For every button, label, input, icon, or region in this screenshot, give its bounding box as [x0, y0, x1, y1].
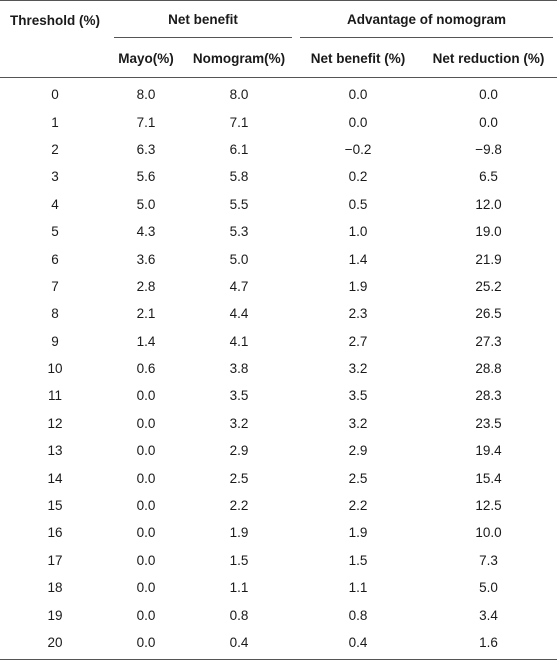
cell-nomogram: 0.4	[182, 629, 296, 660]
table-row	[0, 300, 557, 327]
cell-threshold: 15	[47, 498, 63, 514]
cell-net-reduction: 7.3	[479, 552, 498, 568]
cell-net-reduction: −9.8	[475, 141, 502, 157]
cell-nomogram: 5.5	[229, 196, 249, 212]
cell-mayo: 0.0	[136, 415, 156, 431]
cell-nomogram: 3.2	[229, 415, 249, 431]
cell-nomogram: 1.9	[229, 525, 249, 541]
cell-nomogram: 4.1	[229, 333, 249, 349]
header-advantage-group	[296, 1, 557, 40]
cell-nomogram: 7.1	[229, 114, 249, 130]
cell-net-reduction: 12.0	[475, 196, 502, 212]
cell-threshold: 10	[47, 361, 63, 377]
cell-threshold: 9	[51, 333, 59, 349]
table-row	[0, 273, 557, 300]
cell-mayo: 5.6	[136, 169, 156, 185]
cell-adv-net-benefit: 3.5	[348, 388, 368, 404]
cell-mayo: 4.3	[136, 224, 156, 240]
cell-nomogram: 1.5	[229, 552, 249, 568]
cell-threshold: 6	[51, 251, 59, 267]
cell-nomogram: 4.4	[229, 306, 249, 322]
cell-threshold: 1	[51, 114, 59, 130]
table-row	[0, 437, 557, 464]
cell-threshold: 4	[51, 196, 59, 212]
table-row	[0, 355, 557, 382]
cell-adv-net-benefit: 1.9	[348, 278, 368, 294]
cell-adv-net-benefit: 2.2	[348, 498, 368, 514]
cell-adv-net-benefit: 1.9	[348, 525, 368, 541]
table-row	[0, 328, 557, 355]
cell-net-reduction: 25.2	[475, 278, 502, 294]
header-advantage-label: Advantage of nomogram	[347, 12, 507, 27]
cell-threshold: 19	[47, 607, 63, 623]
cell-adv-net-benefit: 0.0	[348, 87, 368, 103]
cell-net-reduction: 15.4	[475, 470, 502, 486]
cell-threshold: 11	[47, 388, 62, 404]
cell-mayo: 5.0	[136, 196, 156, 212]
net-benefit-group-rule	[114, 37, 292, 38]
cell-threshold: 3	[51, 169, 59, 185]
header-net-reduction: Net reduction (%)	[420, 39, 557, 78]
table-row	[0, 601, 557, 628]
cell-net-reduction: 28.3	[475, 388, 502, 404]
table-row	[0, 574, 557, 601]
cell-adv-net-benefit: 0.4	[296, 629, 420, 660]
cell-mayo: 0.0	[136, 388, 156, 404]
cell-net-reduction: 12.5	[475, 498, 502, 514]
cell-nomogram: 3.8	[229, 361, 249, 377]
cell-nomogram: 4.7	[229, 278, 249, 294]
cell-nomogram: 2.5	[229, 470, 249, 486]
cell-mayo: 0.0	[110, 629, 182, 660]
cell-adv-net-benefit: 1.5	[348, 552, 368, 568]
header-threshold-spacer	[0, 39, 110, 78]
cell-net-reduction: 0.0	[479, 114, 498, 130]
cell-threshold: 2	[51, 141, 59, 157]
cell-net-reduction: 21.9	[475, 251, 502, 267]
cell-mayo: 0.6	[136, 361, 156, 377]
cell-mayo: 0.0	[136, 580, 156, 596]
cell-mayo: 7.1	[136, 114, 156, 130]
cell-net-reduction: 28.8	[475, 361, 502, 377]
cell-net-reduction: 0.0	[479, 87, 498, 103]
cell-adv-net-benefit: 3.2	[348, 361, 368, 377]
cell-net-reduction: 1.6	[420, 629, 557, 660]
cell-threshold: 17	[47, 552, 63, 568]
cell-mayo: 1.4	[136, 333, 156, 349]
cell-mayo: 6.3	[136, 141, 156, 157]
cell-adv-net-benefit: 0.5	[348, 196, 368, 212]
cell-mayo: 0.0	[136, 498, 156, 514]
cell-net-reduction: 6.5	[479, 169, 498, 185]
table-row	[0, 464, 557, 491]
advantage-group-rule	[300, 37, 553, 38]
cell-threshold: 8	[51, 306, 59, 322]
cell-adv-net-benefit: 3.2	[348, 415, 368, 431]
cell-net-reduction: 26.5	[475, 306, 502, 322]
cell-adv-net-benefit: 0.2	[348, 169, 368, 185]
table-row	[0, 629, 557, 660]
cell-threshold: 16	[47, 525, 63, 541]
cell-adv-net-benefit: −0.2	[344, 141, 372, 157]
cell-adv-net-benefit: 2.9	[348, 443, 368, 459]
cell-adv-net-benefit: 1.1	[348, 580, 368, 596]
cell-adv-net-benefit: 2.3	[348, 306, 368, 322]
table-row	[0, 218, 557, 245]
cell-mayo: 8.0	[136, 87, 156, 103]
cell-mayo: 0.0	[136, 470, 156, 486]
table-row	[0, 519, 557, 546]
cell-threshold: 14	[47, 470, 63, 486]
table-row	[0, 492, 557, 519]
cell-adv-net-benefit: 0.8	[348, 607, 368, 623]
header-nomogram: Nomogram(%)	[182, 39, 296, 78]
table-row	[0, 245, 557, 272]
cell-nomogram: 5.0	[229, 251, 249, 267]
cell-net-reduction: 3.4	[479, 607, 498, 623]
table-row	[0, 136, 557, 163]
cell-adv-net-benefit: 2.5	[348, 470, 368, 486]
cell-adv-net-benefit: 1.4	[348, 251, 368, 267]
table-row	[0, 382, 557, 409]
table-row	[0, 78, 557, 109]
cell-threshold: 0	[51, 87, 59, 103]
cell-net-reduction: 19.0	[475, 224, 502, 240]
table-header	[0, 1, 557, 78]
table-row	[0, 191, 557, 218]
cell-nomogram: 2.9	[229, 443, 249, 459]
cell-mayo: 0.0	[136, 525, 156, 541]
cell-nomogram: 2.2	[229, 498, 249, 514]
cell-net-reduction: 23.5	[475, 415, 502, 431]
cell-nomogram: 0.8	[229, 607, 249, 623]
header-adv-net-benefit: Net benefit (%)	[296, 39, 420, 78]
cell-threshold: 13	[47, 443, 63, 459]
cell-mayo: 2.1	[136, 306, 156, 322]
cell-net-reduction: 19.4	[475, 443, 502, 459]
cell-mayo: 0.0	[136, 443, 156, 459]
header-net-benefit-label: Net benefit	[168, 12, 238, 27]
header-mayo: Mayo(%)	[110, 39, 182, 78]
table-body	[0, 78, 557, 660]
cell-nomogram: 8.0	[229, 87, 249, 103]
cell-threshold: 7	[51, 278, 59, 294]
table-row	[0, 547, 557, 574]
cell-nomogram: 5.3	[229, 224, 249, 240]
cell-net-reduction: 10.0	[475, 525, 502, 541]
cell-nomogram: 3.5	[229, 388, 249, 404]
table-row	[0, 163, 557, 190]
cell-adv-net-benefit: 2.7	[348, 333, 368, 349]
cell-net-reduction: 27.3	[475, 333, 502, 349]
cell-mayo: 3.6	[136, 251, 156, 267]
header-threshold: Threshold (%)	[0, 1, 110, 40]
cell-adv-net-benefit: 0.0	[348, 114, 368, 130]
cell-threshold: 20	[0, 629, 110, 660]
cell-mayo: 2.8	[136, 278, 156, 294]
table-row	[0, 410, 557, 437]
cell-threshold: 18	[47, 580, 63, 596]
cell-threshold: 12	[47, 415, 63, 431]
header-net-benefit-group	[110, 1, 296, 40]
cell-mayo: 0.0	[136, 607, 156, 623]
cell-net-reduction: 5.0	[479, 580, 498, 596]
cell-nomogram: 1.1	[229, 580, 249, 596]
table-row	[0, 108, 557, 135]
cell-nomogram: 6.1	[229, 141, 249, 157]
cell-mayo: 0.0	[136, 552, 156, 568]
cell-adv-net-benefit: 1.0	[348, 224, 368, 240]
cell-threshold: 5	[51, 224, 59, 240]
cell-nomogram: 5.8	[229, 169, 249, 185]
